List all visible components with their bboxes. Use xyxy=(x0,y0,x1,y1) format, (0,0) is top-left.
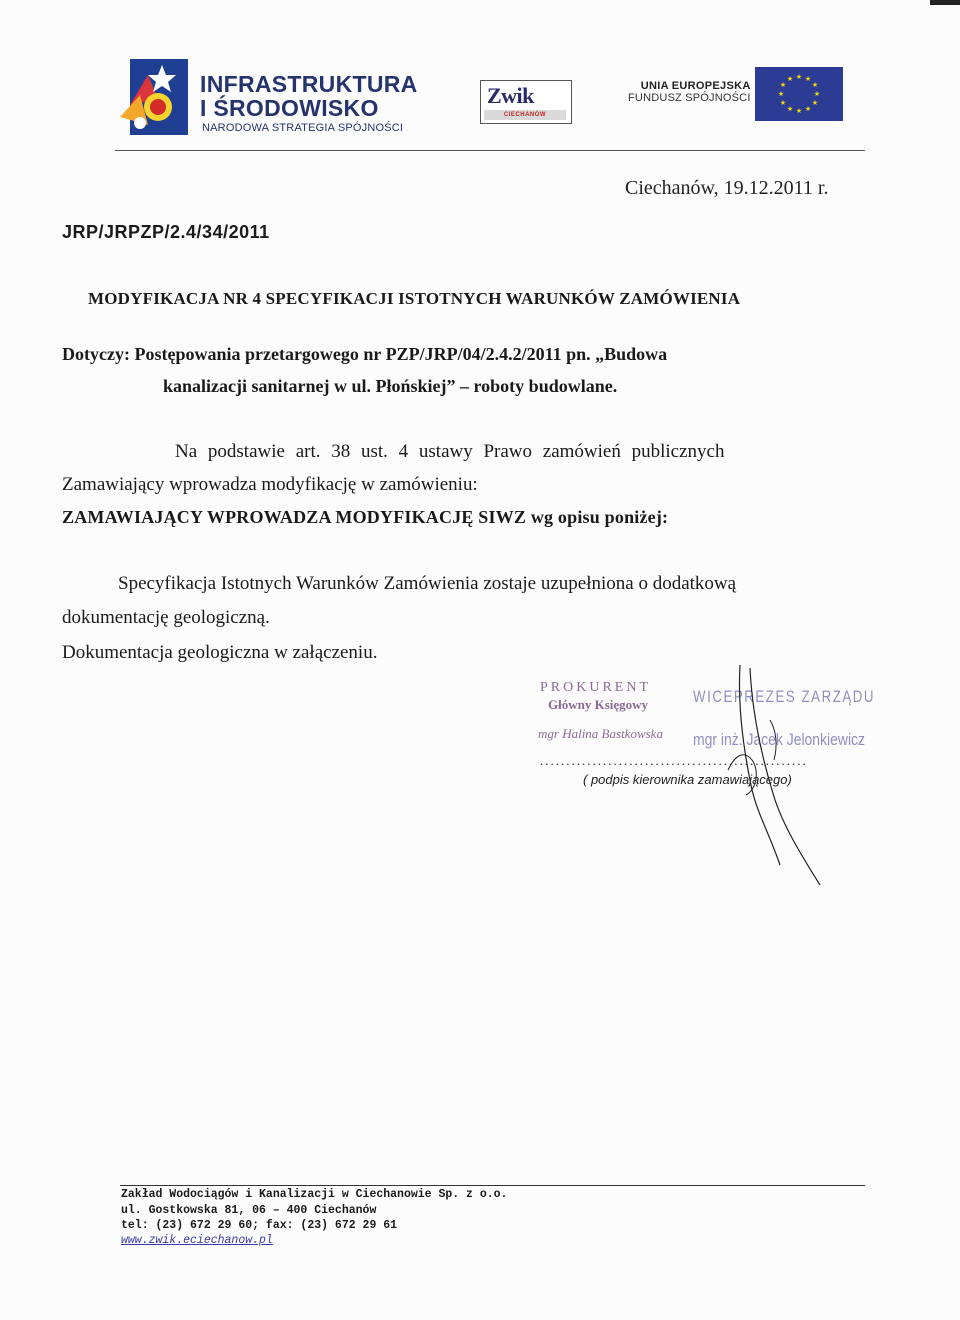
eu-logo-line2: FUNDUSZ SPÓJNOŚCI xyxy=(628,92,751,104)
stamp-vice-president: WICEPREZES ZARZĄDU xyxy=(693,687,876,706)
stamp-accountant-name: mgr Halina Bastkowska xyxy=(538,726,663,741)
stamp-chief-accountant: Główny Księgowy xyxy=(548,697,649,712)
infrastruktura-logo xyxy=(118,55,418,140)
svg-text:★: ★ xyxy=(811,81,819,89)
footer-divider xyxy=(120,1185,865,1186)
svg-text:★: ★ xyxy=(804,105,812,113)
zwik-logo-word: Zwik xyxy=(487,83,534,108)
svg-text:★: ★ xyxy=(777,90,785,98)
footer-address: ul. Gostkowska 81, 06 – 400 Ciechanów xyxy=(121,1204,377,1217)
signature-line: ................................................... xyxy=(540,753,808,768)
zwik-logo xyxy=(480,80,572,124)
header-divider xyxy=(115,150,865,151)
scan-corner-mark xyxy=(930,0,960,5)
stamp-prokurent: PROKURENT xyxy=(540,680,652,695)
document-reference: JRP/JRPZP/2.4/34/2011 xyxy=(62,222,270,242)
svg-text:★: ★ xyxy=(813,90,821,98)
subject-line-1: Dotyczy: Postępowania przetargowego nr PZP/JRP/04/2.4.2/2011 pn. „Budowa xyxy=(62,344,668,364)
modification-statement: ZAMAWIAJĄCY WPROWADZA MODYFIKACJĘ SIWZ wg opisu poniżej: xyxy=(62,507,669,527)
svg-text:★: ★ xyxy=(779,99,787,107)
zwik-logo-city: CIECHANÓW xyxy=(503,112,547,118)
legal-basis-line-1: Na podstawie art. 38 ust. 4 ustawy Prawo zamówień publicznych xyxy=(175,441,725,462)
eu-flag-icon xyxy=(755,67,843,121)
svg-text:★: ★ xyxy=(786,75,794,83)
footer-company-name: Zakład Wodociągów i Kanalizacji w Ciechanowie Sp. z o.o. xyxy=(121,1188,508,1201)
infrastruktura-title-line1: INFRASTRUKTURA xyxy=(200,71,418,97)
document-date: Ciechanów, 19.12.2011 r. xyxy=(625,177,829,199)
infrastruktura-emblem-icon xyxy=(118,55,192,139)
svg-text:★: ★ xyxy=(779,81,787,89)
svg-text:★: ★ xyxy=(811,99,819,107)
subject-line-2: kanalizacji sanitarnej w ul. Płońskiej” – roboty budowlane. xyxy=(163,376,618,396)
svg-text:★: ★ xyxy=(804,75,812,83)
footer-website-link[interactable]: www.zwik.eciechanow.pl xyxy=(121,1234,273,1247)
eu-logo-text xyxy=(628,80,751,104)
modification-description-line-1: Specyfikacja Istotnych Warunków Zamówienia zostaje uzupełniona o dodatkową xyxy=(118,573,737,594)
svg-text:★: ★ xyxy=(786,105,794,113)
svg-text:★: ★ xyxy=(795,107,803,115)
signature-caption: ( podpis kierownika zamawiającego) xyxy=(583,772,792,787)
infrastruktura-title-line2: I ŚRODOWISKO xyxy=(200,95,379,121)
footer-phone-fax: tel: (23) 672 29 60; fax: (23) 672 29 61 xyxy=(121,1219,398,1232)
attachment-note: Dokumentacja geologiczna w załączeniu. xyxy=(62,642,378,663)
document-title: MODYFIKACJA NR 4 SPECYFIKACJI ISTOTNYCH WARUNKÓW ZAMÓWIENIA xyxy=(88,289,741,308)
zwik-logo-band xyxy=(484,110,566,120)
legal-basis-line-2: Zamawiający wprowadza modyfikację w zamówieniu: xyxy=(62,474,478,495)
modification-description-line-2: dokumentację geologiczną. xyxy=(62,607,270,628)
eu-logo-line1: UNIA EUROPEJSKA xyxy=(640,80,751,92)
infrastruktura-subtitle: NARODOWA STRATEGIA SPÓJNOŚCI xyxy=(202,122,404,134)
svg-text:★: ★ xyxy=(795,73,803,81)
stamp-vice-president-name: mgr inż. Jacek Jelonkiewicz xyxy=(693,730,865,749)
